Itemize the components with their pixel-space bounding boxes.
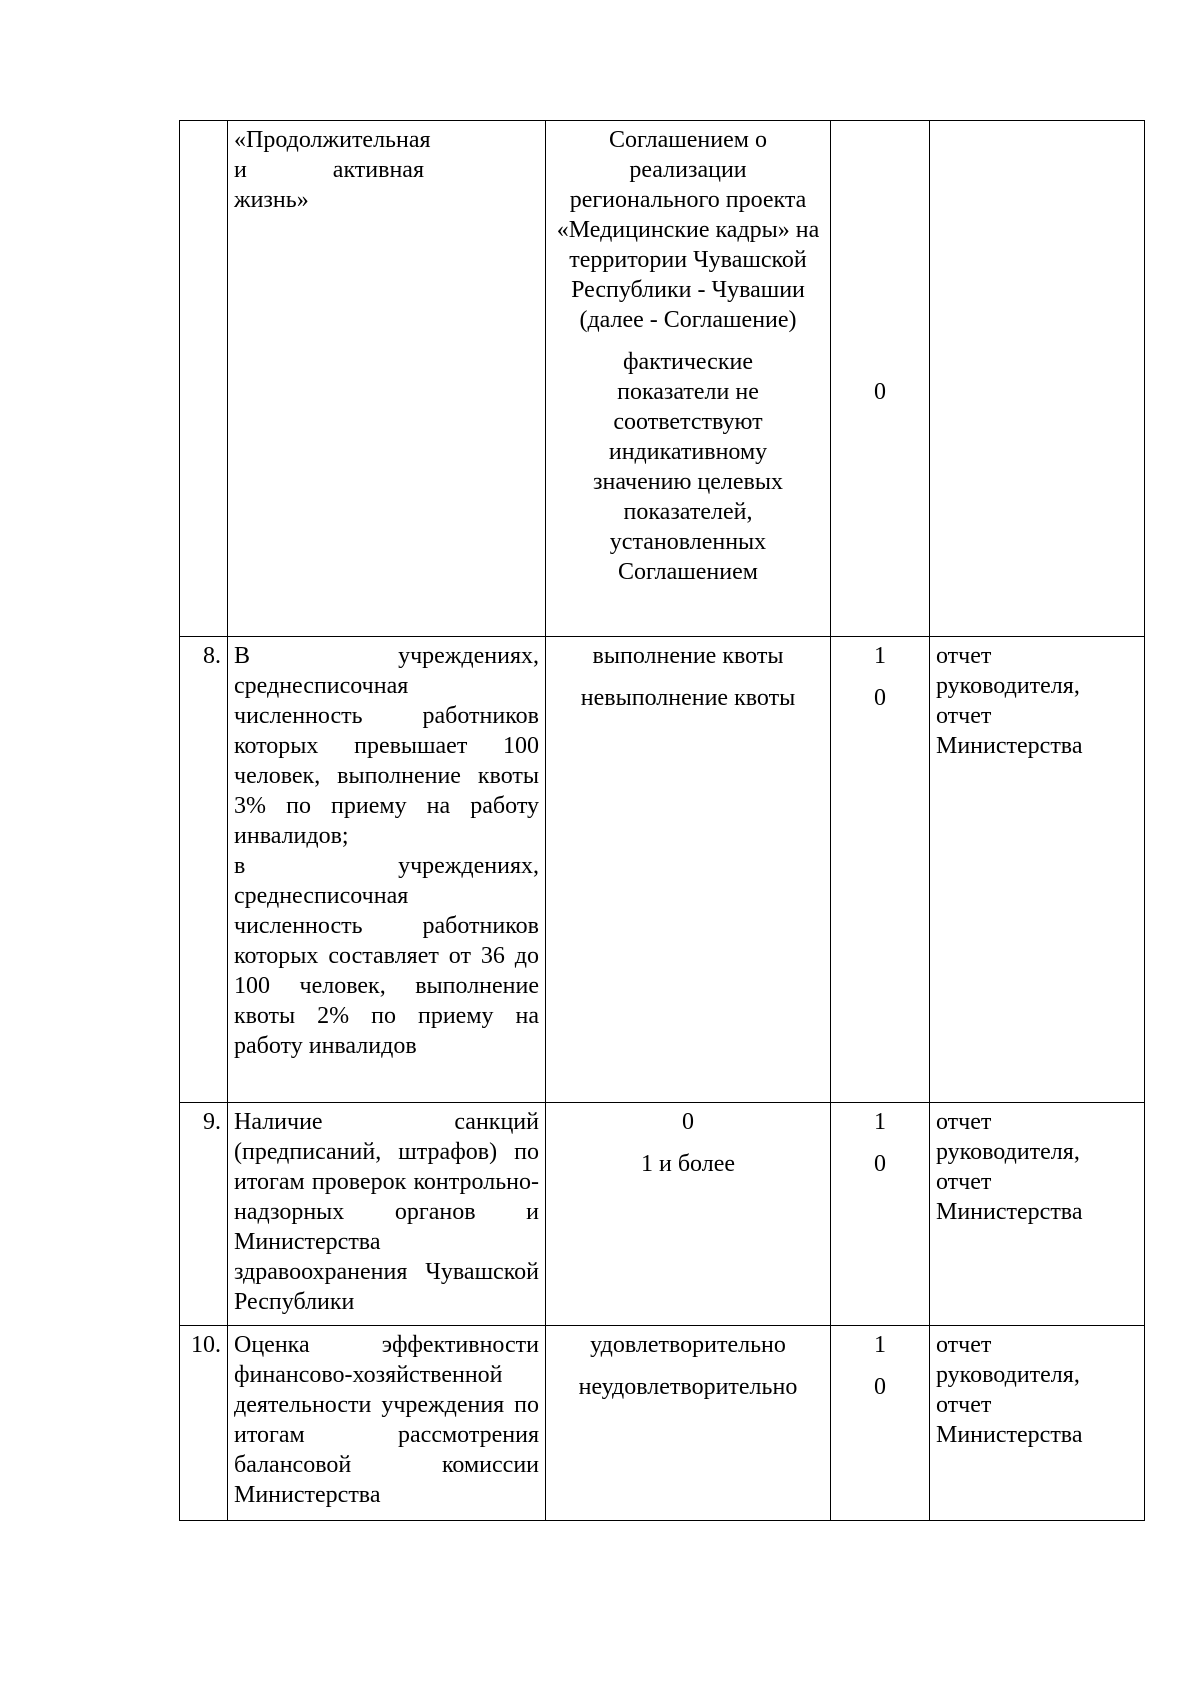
scores-cell — [831, 121, 930, 637]
score-item: 0 — [874, 1151, 886, 1177]
criterion-cell — [228, 1103, 546, 1326]
values-cell — [546, 637, 831, 1103]
score-item: 1 — [874, 643, 886, 669]
value-item: 1 и более — [640, 1151, 736, 1177]
values-cell — [546, 1326, 831, 1521]
score-item — [837, 125, 923, 365]
values-cell — [546, 1103, 831, 1326]
value-item: Соглашением о реализации регионального проекта «Медицинские кадры» на территории Чувашской Республики - Чувашии (далее - Соглашение) — [556, 127, 820, 333]
table-row — [180, 1326, 1145, 1521]
value-item: неудовлетворительно — [578, 1374, 798, 1400]
criterion-cell — [228, 1326, 546, 1521]
source-text: отчет руководителя, отчет Министерства — [936, 643, 1083, 759]
row-number: 9. — [180, 1103, 228, 1326]
values-cell — [546, 121, 831, 637]
scores-cell — [831, 1326, 930, 1521]
criterion-text: «Продолжительная и активная жизнь» — [234, 127, 431, 213]
value-item: 0 — [682, 1109, 694, 1135]
score-item: 1 — [874, 1109, 886, 1135]
criterion-cell — [228, 121, 546, 637]
score-item: 1 — [874, 1332, 886, 1358]
source-cell — [930, 637, 1145, 1103]
criterion-text: Наличие санкций (предписаний, штрафов) по итогам проверок контрольно-надзорных органов и Министерства здравоохранения Чувашской Республики — [234, 1109, 539, 1315]
scores-cell — [831, 637, 930, 1103]
score-item: 0 — [874, 1374, 886, 1400]
criterion-text: В учреждениях, среднесписочная численность работников которых превышает 100 человек, выполнение квоты 3% по приему на работу инвалидов; — [234, 643, 539, 849]
score-item: 0 — [874, 685, 886, 711]
row-number — [180, 121, 228, 637]
source-cell — [930, 1103, 1145, 1326]
score-item: 0 — [874, 379, 886, 405]
table-row — [180, 121, 1145, 637]
source-text: отчет руководителя, отчет Министерства — [936, 1332, 1083, 1448]
value-item: невыполнение квоты — [580, 685, 796, 711]
criterion-text: в учреждениях, среднесписочная численность работников которых составляет от 36 до 100 человек, выполнение квоты 2% по приему на работу инвалидов — [234, 853, 539, 1059]
value-item: фактические показатели не соответствуют индикативному значению целевых показателей, установленных Соглашением — [593, 349, 783, 585]
row-number: 10. — [180, 1326, 228, 1521]
value-item: выполнение квоты — [592, 643, 784, 669]
source-cell — [930, 1326, 1145, 1521]
criterion-text: Оценка эффективности финансово-хозяйственной деятельности учреждения по итогам рассмотрения балансовой комиссии Министерства — [234, 1332, 539, 1508]
table-row — [180, 637, 1145, 1103]
table-row — [180, 1103, 1145, 1326]
source-cell — [930, 121, 1145, 637]
source-text: отчет руководителя, отчет Министерства — [936, 1109, 1083, 1225]
value-item: удовлетворительно — [590, 1332, 786, 1358]
scores-cell — [831, 1103, 930, 1326]
criteria-table — [179, 120, 1145, 1521]
row-number: 8. — [180, 637, 228, 1103]
criterion-cell — [228, 637, 546, 1103]
